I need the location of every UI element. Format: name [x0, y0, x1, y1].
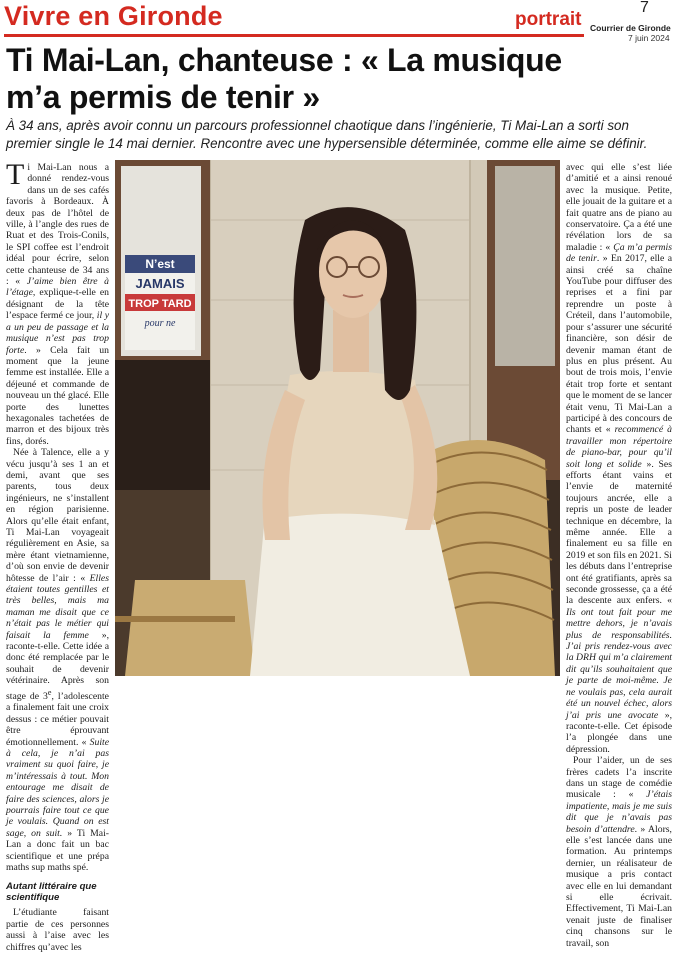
page-number: 7: [640, 0, 649, 16]
headline-line-2: m’a permis de tenir »: [6, 79, 320, 115]
quote: Ils ont tout fait pour me mettre dehors, je n’avais plus de responsabilités. J’ai pris rendez-vous avec la DRH qui m’a clairement dit qu’ils souhaitaient que je parte de moi-même. Je ne voulais pas, cela aurait été un nouvel échec, alors j’ai pris une avocate: [566, 606, 672, 721]
newspaper-name: Courrier de Gironde: [590, 23, 671, 33]
article-column-left: [6, 158, 110, 953]
sign-text: N’est: [145, 257, 175, 271]
portrait-illustration: [115, 160, 560, 676]
quote: Elles étaient toutes gentilles et très belles, mais ma maman me disait que ce n’était pas le métier qui faisait la femme: [6, 572, 109, 641]
paragraph: Ti Mai-Lan nous a donné rendez-vous dans un de ses cafés favoris à Bordeaux. À deux pas de l’hôtel de ville, à l’angle des rues de Ruat et des Trois-Conils, le SPI coffee est l’endroit idéal pour écrire, selon cette chanteuse de 34 ans : « J’aime bien être à l’étage, explique-t-elle en désignant de la tête l’espace fermé ce jour, il y a un peu de passage et la musique n’est pas trop forte. » Cela fait un moment que la jeune femme est installée. Elle a déjeuné et commande de nouveau un thé glacé. Elle porte des lunettes hexagonales tachetées de marron et des bijoux très fins, dorés.: [6, 158, 109, 447]
rubric-tag: portrait: [515, 9, 582, 30]
paragraph: avec qui elle s’est liée d’amitié et a ainsi renoué avec la musique. Petite, elle jouait de la guitare et a fait quatre ans de piano au conservatoire. Ça a été une révélation lors de sa maladie : « Ça m’a permis de tenir. » En 2017, elle a ainsi créé sa chaîne YouTube pour diffuser des reprises et a fini par reprendre un poste à Créteil, dans l’automobile, pour s’assurer une sécurité financière, son désir de devenir maman étant de plus en plus présent. Au bout de trois mois, l’envie était trop forte et sentant que le moment de se lancer était venu, Ti Mai-Lan a participé à des concours de chants et « recommencé à travailler mon répertoire de piano-bar, pour qu’il soit long et solide ». Ses efforts étant vains et l’envie de maternité toujours ancrée, elle a repris un poste de leader technique en décembre, la même année. Elle a finalement eu sa fille en 2019 et son fils en 2021. Si les débuts dans l’entreprise ont été gratifiants, après sa seconde grossesse, ça a été la descente aux enfers. « Ils ont tout fait pour me mettre dehors, je n’avais plus de responsabilités. J’ai pris rendez-vous avec la DRH qui m’a clairement dit qu’ils souhaitaient que je parte de moi-même. Je ne voulais pas, cela aurait été un nouvel échec, alors j’ai pris une avocate », raconte-t-elle. Cet épisode l’a plongée dans une dépression.: [566, 162, 673, 755]
header-rule: [4, 34, 584, 37]
paragraph: Pour l’aider, un de ses frères cadets l’a inscrite dans un stage de comédie musicale : « J’étais impatiente, mais je me suis dit que je n’avais pas besoin d’attendre. » Alors, elle s’est lancée dans une formation. Au printemps dernier, un réalisateur de musique a pris contact avec elle en lui demandant si elle écrivait. Effectivement, Ti Mai-Lan venait juste de finaliser cinq chansons sur le travail, son: [566, 755, 672, 949]
drop-cap: T: [6, 158, 25, 191]
paragraph: L’étudiante faisant partie de ces personnes aussi à l’aise avec les chiffres qu’avec les: [6, 907, 109, 953]
portrait-photo: [115, 160, 560, 676]
quote: J’aime bien être à l’étage: [6, 276, 109, 299]
headline: [6, 42, 666, 116]
article-column-right: [566, 162, 673, 949]
sign-text: JAMAIS: [135, 276, 185, 291]
publication-date: 7 juin 2024: [628, 33, 670, 43]
page-header: [0, 0, 676, 43]
subheading: Autant littéraire que scientifique: [6, 881, 97, 904]
quote: recommencé à travailler mon répertoire de piano-bar, pour qu’il soit long et solide: [566, 424, 672, 470]
lede: À 34 ans, après avoir connu un parcours professionnel chaotique dans l’ingénierie, Ti Mai-Lan a sorti son premier single le 14 mai dernier. Rencontre avec une hypersensible déterminée, comme elle aime se définir.: [6, 118, 648, 151]
headline-line-1: Ti Mai-Lan, chanteuse : « La musique: [6, 42, 562, 78]
quote: Suite à cela, je n’ai pas vraiment su quoi faire, je m’intéressais à tout. Mon entourage me disait de faire des sciences, alors je pourrais faire tout ce que je voulais. Quand on est sage, on suit.: [6, 736, 109, 839]
quote: il y a un peu de passage et la musique n’est pas trop forte: [6, 310, 109, 356]
paragraph: Née à Talence, elle a y vécu jusqu’à ses 1 an et demi, avant que ses parents, tous deux ingénieurs, ne s’installent en région parisienne. Alors qu’elle était enfant, Ti Mai-Lan voyageait régulièrement en Asie, sa mère étant vietnamienne, d’où son envie de devenir hôtesse de l’air : « Elles étaient toutes gentilles et très belles, mais ma maman me disait que ce n’était pas le métier qui faisait la femme », raconte-t-elle. Cette idée a donc été remplacée par le souhait de devenir vétérinaire. Après son stage de 3e, l’adolescente a finalement fait une croix dessus : ce métier pouvait être éprouvant émotionnellement. « Suite à cela, je n’ai pas vraiment su quoi faire, je m’intéressais à tout. Mon entourage me disait de faire des sciences, alors je pourrais faire tout ce que je voulais. Quand on est sage, on suit. » Ti Mai-Lan a donc fait un bac scientifique et une prépa maths sup maths spé.: [6, 447, 110, 874]
quote: Ça m’a permis de tenir: [566, 241, 672, 265]
section-title: Vivre en Gironde: [4, 1, 223, 31]
sign-text: pour ne: [144, 318, 176, 329]
quote: J’étais impatiente, mais je me suis dit que je n’avais pas besoin d’attendre: [566, 789, 672, 835]
sign-text: TROP TARD: [128, 298, 192, 310]
